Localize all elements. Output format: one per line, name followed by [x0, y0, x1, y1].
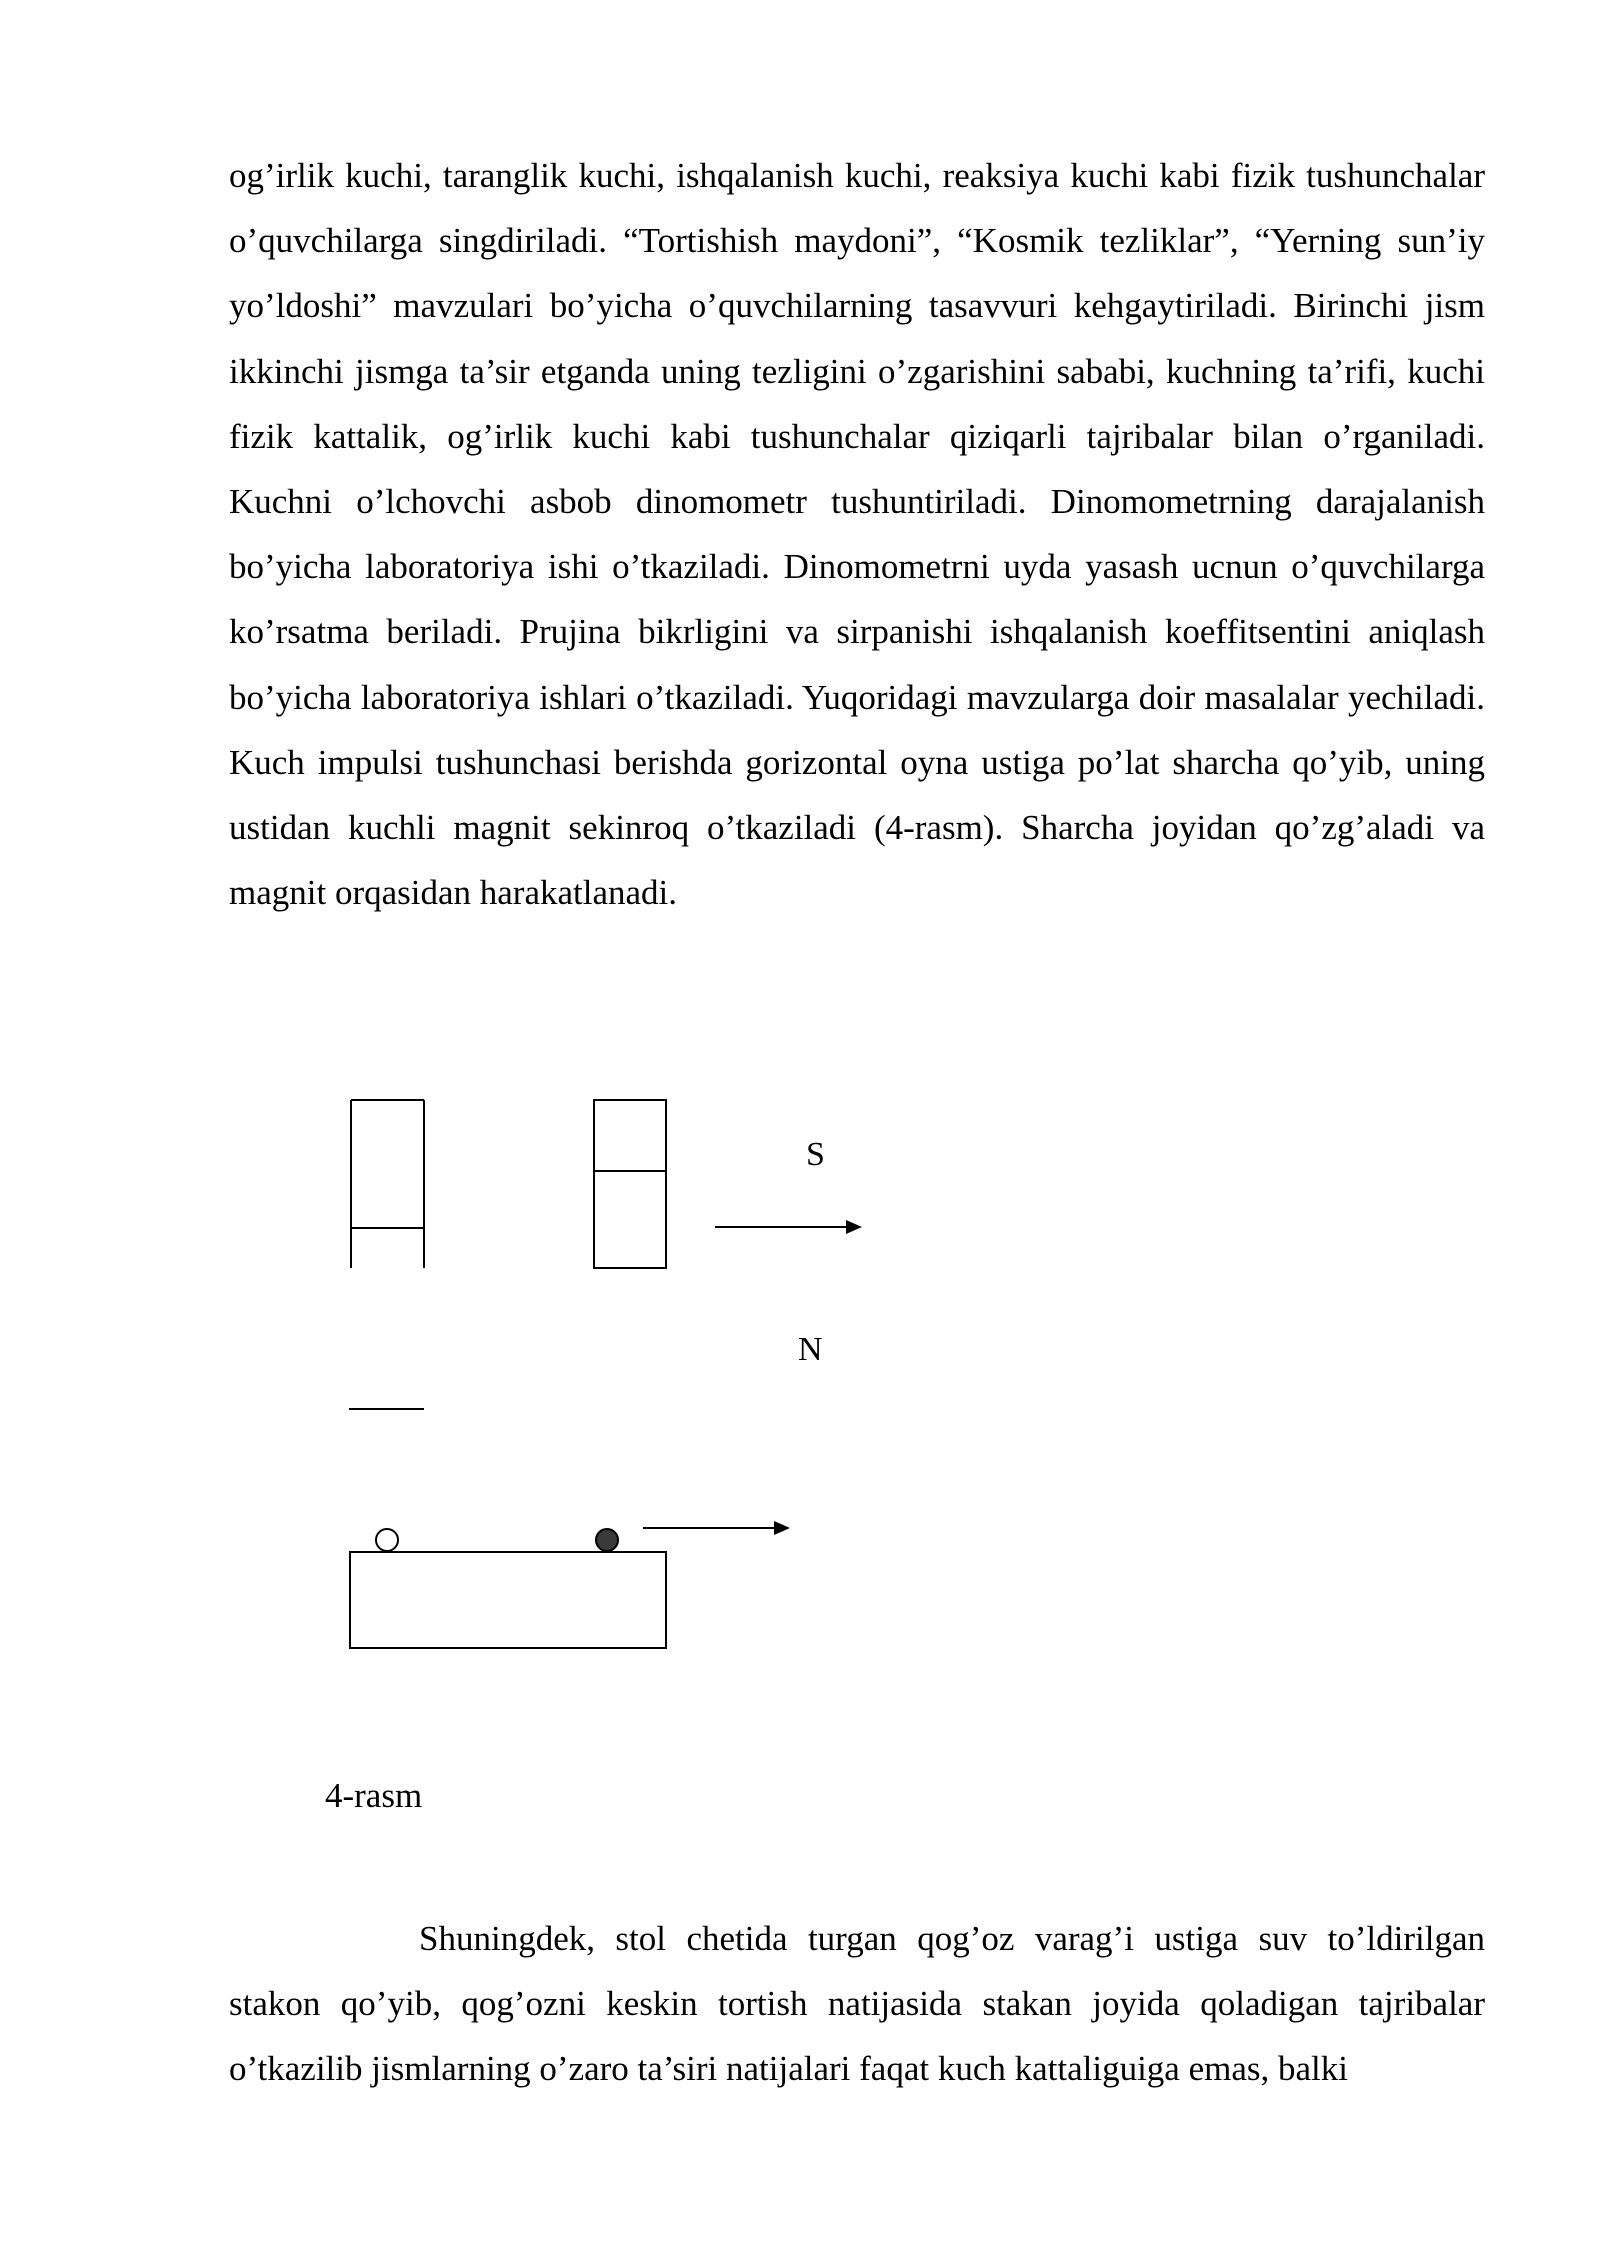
glass-plate	[350, 1552, 666, 1648]
body-paragraph-1: og’irlik kuchi, taranglik kuchi, ishqalanish kuchi, reaksiya kuchi kabi fizik tushunchalar o’quvchilarga singdiriladi. “Tortishish maydoni”, “Kosmik tezliklar”, “Yerning sun’iy yo’ldoshi” mavzulari bo’yicha o’quvchilarning tasavvuri kehgaytiriladi. Birinchi jism ikkinchi jismga ta’sir etganda uning tezligini o’zgarishini sababi, kuchning ta’rifi, kuchi fizik kattalik, og’irlik kuchi kabi tushunchalar qiziqarli tajribalar bilan o’rganiladi. Kuchni o’lchovchi asbob dinomometr tushuntiriladi. Dinomometrning darajalanish bo’yicha laboratoriya ishi o’tkaziladi. Dinomometrni uyda yasash ucnun o’quvchilarga ko’rsatma beriladi. Prujina bikrligini va sirpanishi ishqalanish koeffitsentini aniqlash bo’yicha laboratoriya ishlari o’tkaziladi. Yuqoridagi mavzularga doir masalalar yechiladi. Kuch impulsi tushunchasi berishda gorizontal oyna ustiga po’lat sharcha qo’yib, uning ustidan kuchli magnit sekinroq o’tkaziladi (4-rasm). Sharcha joyidan qo’zg’aladi va magnit orqasidan harakatlanadi.	[229, 156, 1485, 913]
magnet-motion-arrow	[715, 1220, 862, 1234]
pole-label-s: S	[806, 1136, 825, 1173]
pole-label-n: N	[798, 1331, 823, 1368]
ball-initial	[376, 1529, 398, 1551]
ball-motion-arrow	[643, 1521, 790, 1535]
magnet-initial-position	[351, 1100, 424, 1268]
magnet-moved-position	[594, 1100, 666, 1268]
figure-caption: 4-rasm	[325, 1776, 423, 1815]
body-paragraph-2: Shuningdek, stol chetida turgan qog’oz varag’i ustiga suv to’ldirilgan stakon qo’yib, qog’ozni keskin tortish natijasida stakan joyida qoladigan tajribalar o’tkazilib jismlarning o’zaro ta’siri natijalari faqat kuch kattaliguiga emas, balki	[229, 1919, 1485, 2089]
ball-moved	[596, 1529, 618, 1551]
